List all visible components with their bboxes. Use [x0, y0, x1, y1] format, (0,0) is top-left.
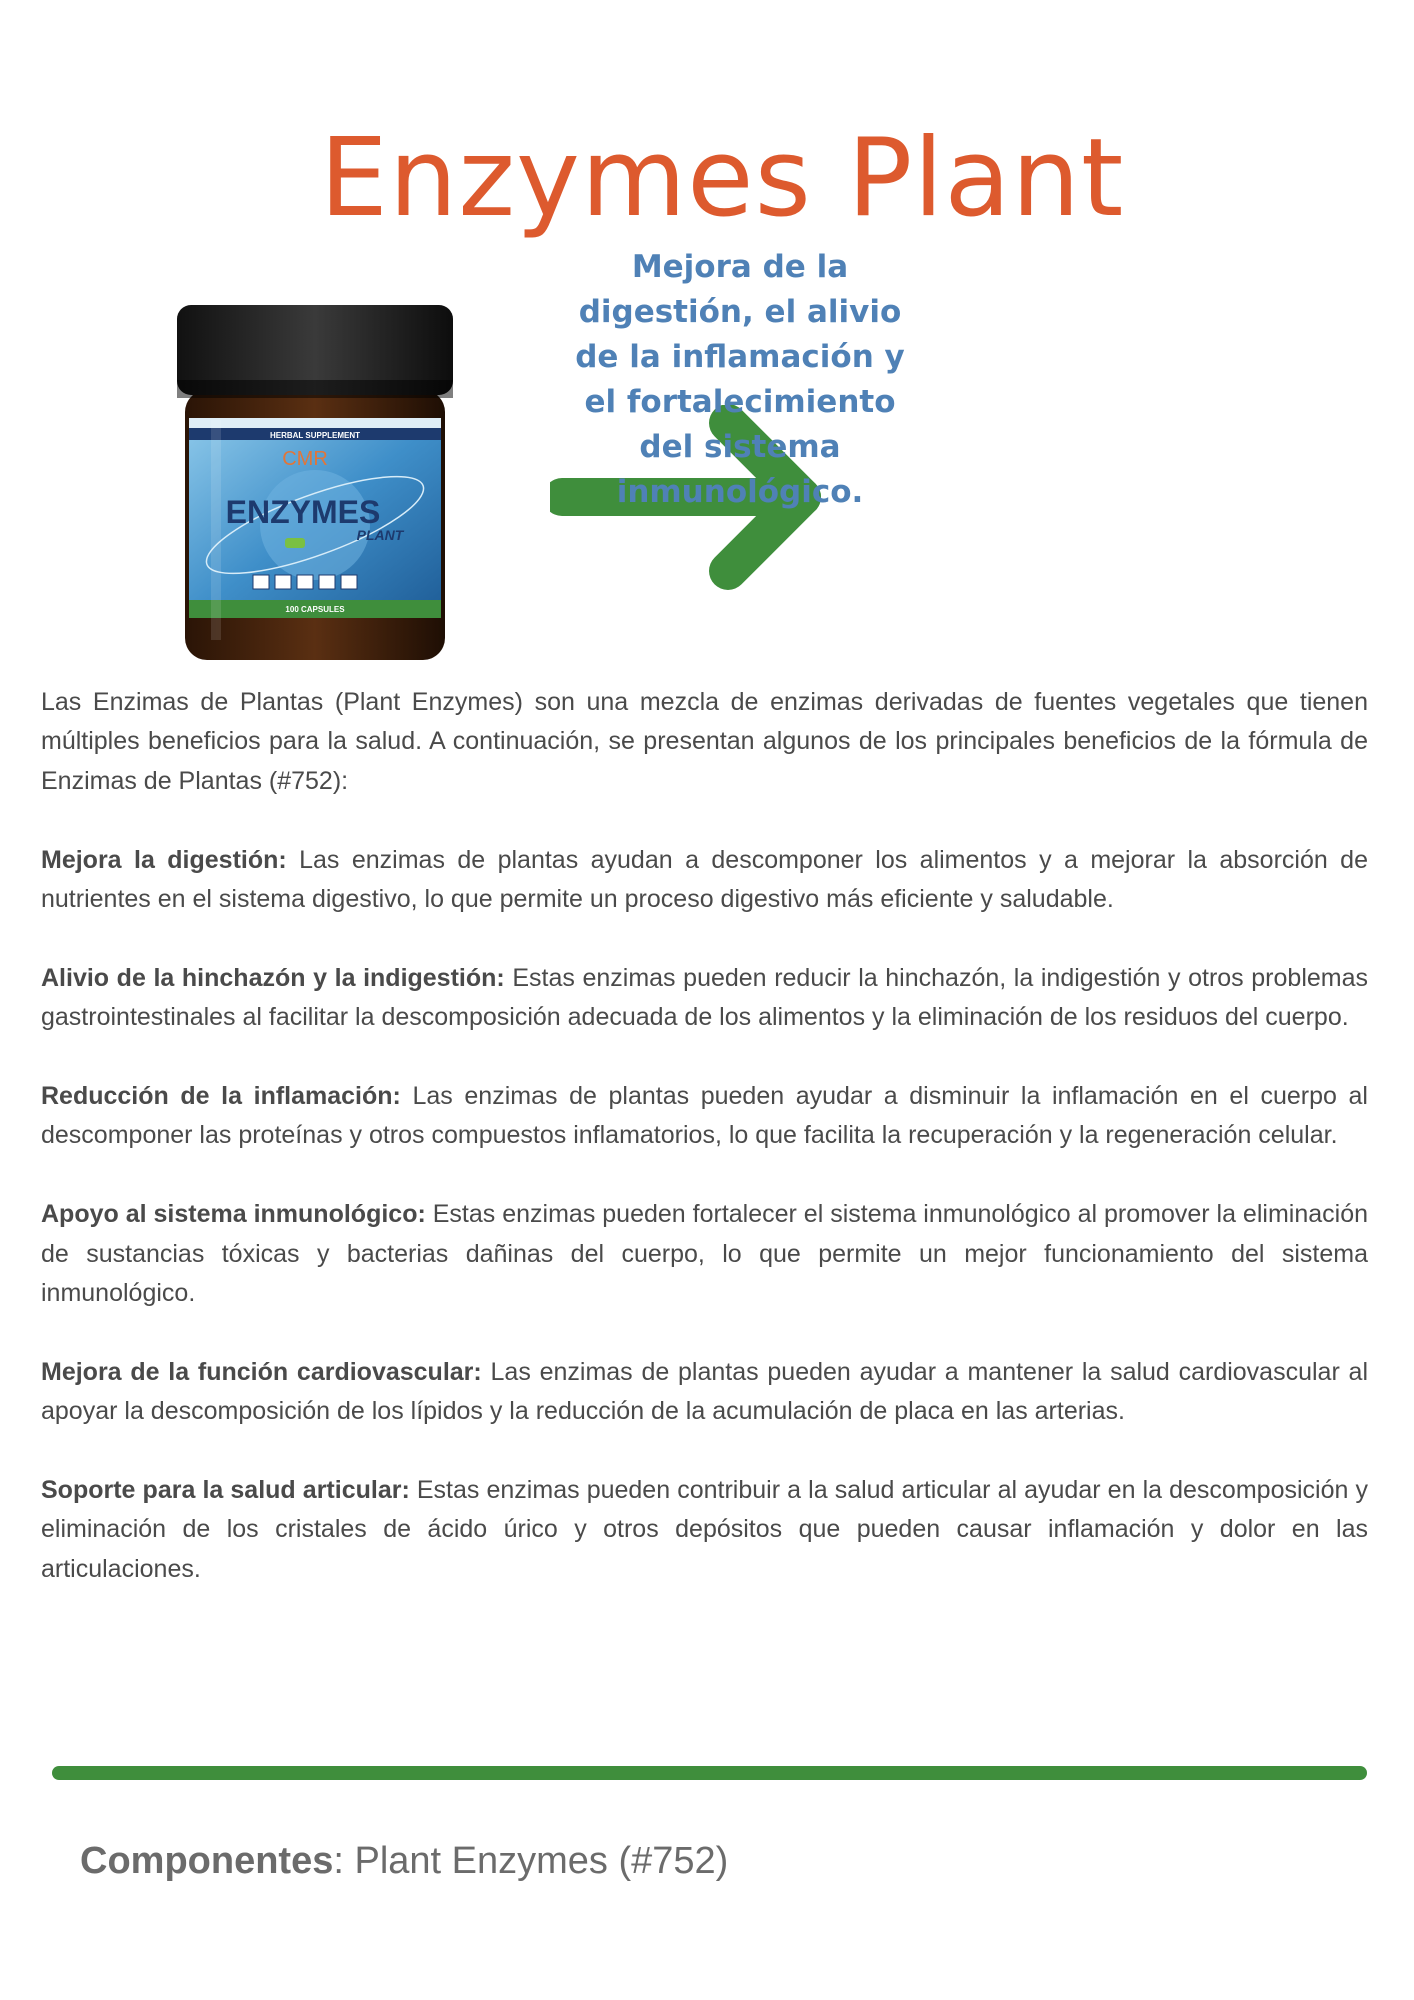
- benefit-heading: Reducción de la inflamación:: [41, 1082, 401, 1111]
- benefit-text: Estas enzimas pueden contribuir a la salud articular al ayudar en la descomposición y eliminación de los cristales de ácido úrico y otros depósitos que pueden causar inflamación y dolor en las articulaciones.: [41, 1476, 1368, 1583]
- divider: [52, 1766, 1367, 1780]
- label-name: ENZYMES: [225, 494, 381, 530]
- components-label: Componentes: [80, 1840, 334, 1882]
- components-line: [80, 1840, 728, 1883]
- label-subname: PLANT: [356, 527, 404, 543]
- benefit-heading: Mejora de la función cardiovascular:: [41, 1357, 482, 1386]
- benefit-heading: Soporte para la salud articular:: [41, 1476, 410, 1505]
- benefit-paragraph: [41, 1077, 1368, 1156]
- page-title: Enzymes Plant: [319, 116, 1125, 241]
- benefit-heading: Alivio de la hinchazón y la indigestión:: [41, 963, 505, 992]
- benefit-paragraph: [41, 1471, 1368, 1589]
- benefit-text: Las enzimas de plantas pueden ayudar a mantener la salud cardiovascular al apoyar la descomposición de los lípidos y la reducción de la acumulación de placa en las arterias.: [41, 1357, 1368, 1426]
- benefit-text: Estas enzimas pueden reducir la hinchazón, la indigestión y otros problemas gastrointestinales al facilitar la descomposición adecuada de los alimentos y la eliminación de los residuos del cuerpo.: [41, 963, 1369, 1032]
- benefit-heading: Apoyo al sistema inmunológico:: [41, 1200, 426, 1229]
- label-brand: CMR: [282, 448, 328, 470]
- benefit-paragraph: [41, 959, 1368, 1038]
- benefit-text: Las enzimas de plantas ayudan a descomponer los alimentos y a mejorar la absorción de nutrientes en el sistema digestivo, lo que permite un proceso digestivo más eficiente y saludable.: [41, 845, 1368, 914]
- benefit-paragraph: [41, 1353, 1368, 1432]
- tagline: Mejora de la digestión, el alivio de la inflamación y el fortalecimiento del sistema inmunológico.: [575, 249, 905, 510]
- label-capsules: 100 CAPSULES: [285, 605, 345, 614]
- content: [41, 683, 1368, 1629]
- intro-paragraph: Las Enzimas de Plantas (Plant Enzymes) son una mezcla de enzimas derivadas de fuentes vegetales que tienen múltiples beneficios para la salud. A continuación, se presentan algunos de los principales beneficios de la fórmula de Enzimas de Plantas (#752):: [41, 688, 1368, 795]
- benefit-text: Las enzimas de plantas pueden ayudar a disminuir la inflamación en el cuerpo al descomponer las proteínas y otros compuestos inflamatorios, lo que facilita la recuperación y la regeneración celular.: [41, 1082, 1368, 1150]
- label-supplement: HERBAL SUPPLEMENT: [269, 431, 361, 440]
- benefit-paragraph: [41, 841, 1368, 920]
- benefit-text: Estas enzimas pueden fortalecer el sistema inmunológico al promover la eliminación de sustancias tóxicas y bacterias dañinas del cuerpo, lo que permite un mejor funcionamiento del sistema inmunológico.: [41, 1200, 1368, 1308]
- benefit-heading: Mejora la digestión:: [41, 845, 287, 874]
- components-value: : Plant Enzymes (#752): [333, 1840, 729, 1882]
- benefit-paragraph: [41, 1195, 1368, 1313]
- product-jar-image: [175, 300, 455, 670]
